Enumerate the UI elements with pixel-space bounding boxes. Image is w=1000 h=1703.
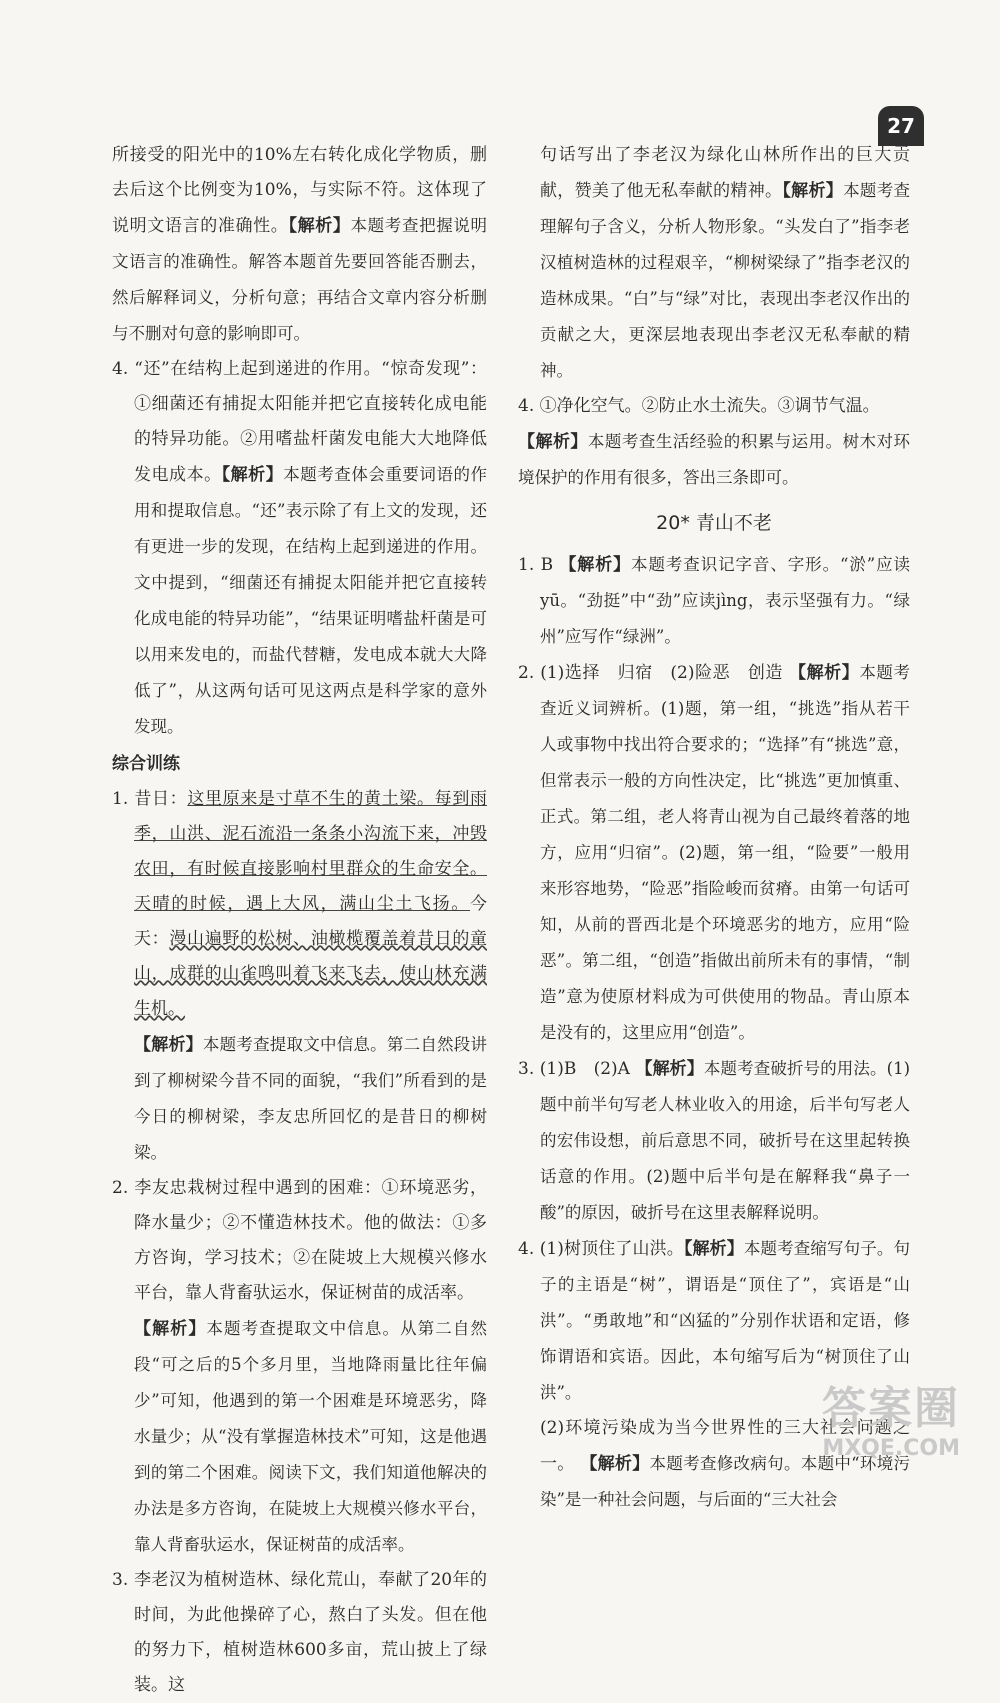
answer-item-c3: 3. 李老汉为植树造林、绿化荒山，奉献了20年的时间，为此他操碎了心，熬白了头发。但在他的努力下，植树造林600多亩，荒山披上了绿装。这 xyxy=(112,1570,487,1695)
paragraph-intro: 所接受的阳光中的10%左右转化成化学物质，删去后这个比例变为10%，与实际不符。这体现了说明文语言的准确性。【解析】本题考查把握说明文语言的准确性。解答本题首先要回答能否删去，然后解释词义，分析句意；再结合文章内容分析删与不删对句意的影响即可。 xyxy=(112,145,488,343)
right-column xyxy=(518,138,910,1518)
answer-item-1: 1. B 【解析】本题考查识记字音、字形。“淤”应读yū。“劲挺”中“劲”应读jìng，表示坚强有力。“绿州”应写作“绿洲”。 xyxy=(518,555,911,646)
analysis-c4: 【解析】本题考查生活经验的积累与运用。树木对环境保护的作用有很多，答出三条即可。 xyxy=(518,432,911,487)
answer-item-2: 2. (1)选择 归宿 (2)险恶 创造 【解析】本题考查近义词辨析。(1)题，第一组，“挑选”指从若干人或事物中找出符合要求的；“选择”有“挑选”意，但常表示一般的方向性决定，比“挑选”更加慎重、正式。第二组，老人将青山视为自己最终着落的地方，应用“归宿”。(2)题，第一组，“险要”一般用来形容地势，“险恶”指险峻而贫瘠。由第一句话可知，从前的晋西北是个环境恶劣的地方，应用“险恶”。第二组，“创造”指做出前所未有的事情，“制造”意为使原材料成为可供使用的物品。青山原本是没有的，这里应用“创造”。 xyxy=(518,663,911,1042)
answer-item-3: 3. (1)B (2)A 【解析】本题考查破折号的用法。(1)题中前半句写老人林业收入的用途，后半句写老人的宏伟设想，前后意思不同，破折号在这里起转换话意的作用。(2)题中后半句是在解释我“鼻子一酸”的原因，破折号在这里表解释说明。 xyxy=(518,1059,911,1222)
left-column xyxy=(112,138,487,1703)
answer-item-4: 4. “还”在结构上起到递进的作用。“惊奇发现”：①细菌还有捕捉太阳能并把它直接转化成电能的特异功能。②用嗜盐杆菌发电能大大地降低发电成本。【解析】本题考查体会重要词语的作用和提取信息。“还”表示除了有上文的发现，还有更进一步的发现，在结构上起到递进的作用。文中提到，“细菌还有捕捉太阳能并把它直接转化成电能的特异功能”，“结果证明嗜盐杆菌是可以用来发电的，而盐代替糖，发电成本就大大降低了”，从这两句话可见这两点是科学家的意外发现。 xyxy=(112,359,488,736)
wavy-underlined-text: 漫山遍野的松树、油橄榄覆盖着昔日的童山，成群的山雀鸣叫着飞来飞去，使山林充满生机。 xyxy=(134,929,488,1019)
answer-item-c2: 2. 李友忠栽树过程中遇到的困难：①环境恶劣，降水量少；②不懂造林技术。他的做法：①多方咨询，学习技术；②在陡坡上大规模兴修水平台，靠人背畜驮运水，保证树苗的成活率。 xyxy=(112,1178,488,1303)
page-number: 27 xyxy=(878,106,924,146)
analysis-tag: 【解析】 xyxy=(221,465,284,485)
analysis-tag: 【解析】 xyxy=(288,216,351,236)
answer-item-4: 4. (1)树顶住了山洪。【解析】本题考查缩写句子。句子的主语是“树”，谓语是“顶住了”，宾语是“山洪”。“勇敢地”和“凶猛的”分别作状语和定语，修饰谓语和宾语。因此，本句缩写后为“树顶住了山洪”。 xyxy=(518,1239,911,1402)
section-heading: 综合训练 xyxy=(112,754,180,774)
analysis-c1: 【解析】本题考查提取文中信息。第二自然段讲到了柳树梁今昔不同的面貌，“我们”所看到的是今日的柳树梁，李友忠所回忆的是昔日的柳树梁。 xyxy=(134,1035,488,1162)
underlined-text: 这里原来是寸草不生的黄土梁。每到雨季，山洪、泥石流沿一条条小沟流下来，冲毁农田，有时候直接影响村里群众的生命安全。天晴的时候，遇上大风，满山尘土飞扬。 xyxy=(134,789,488,914)
answer-item-4-part-2: (2)环境污染成为当今世界性的三大社会问题之一。 【解析】本题考查修改病句。本题中“环境污染”是一种社会问题，与后面的“三大社会 xyxy=(540,1418,911,1509)
answer-item-c4: 4. ①净化空气。②防止水土流失。③调节气温。 xyxy=(518,396,880,416)
watermark-logo: 答案圈 MXQE.COM xyxy=(822,1383,960,1461)
answer-item-c3-continued: 句话写出了李老汉为绿化山林所作出的巨大贡献，赞美了他无私奉献的精神。【解析】本题考查理解句子含义，分析人物形象。“头发白了”指李老汉植树造林的过程艰辛，“柳树梁绿了”指李老汉的造林成果。“白”与“绿”对比，表现出李老汉作出的贡献之大，更深层地表现出李老汉无私奉献的精神。 xyxy=(540,145,911,380)
answer-item-c1: 1. 昔日：这里原来是寸草不生的黄土梁。每到雨季，山洪、泥石流沿一条条小沟流下来，冲毁农田，有时候直接影响村里群众的生命安全。天晴的时候，遇上大风，满山尘土飞扬。今天：漫山遍野的松树、油橄榄覆盖着昔日的童山，成群的山雀鸣叫着飞来飞去，使山林充满生机。 xyxy=(112,789,488,1019)
lesson-title: 20* 青山不老 xyxy=(656,512,772,534)
analysis-c2: 【解析】本题考查提取文中信息。从第二自然段“可之后的5个多月里，当地降雨量比往年偏少”可知，他遇到的第一个困难是环境恶劣，降水量少；从“没有掌握造林技术”可知，这是他遇到的第二个困难。阅读下文，我们知道他解决的办法是多方咨询，在陡坡上大规模兴修水平台，靠人背畜驮运水，保证树苗的成活率。 xyxy=(134,1319,488,1554)
